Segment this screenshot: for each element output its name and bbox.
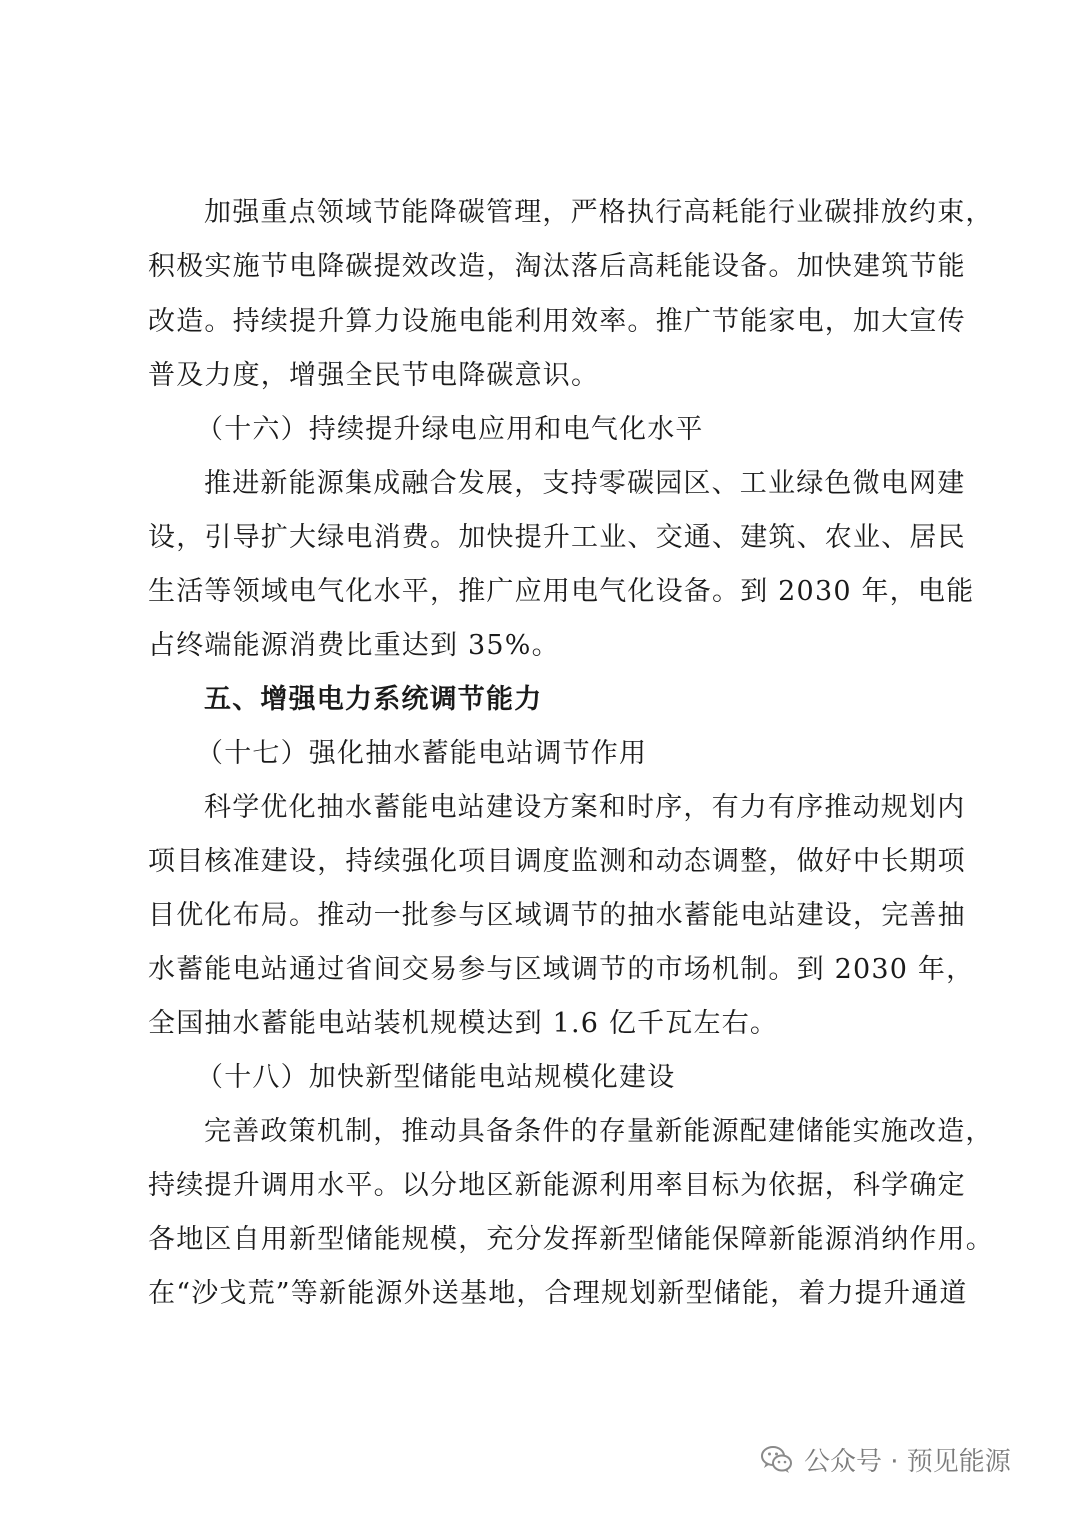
watermark-text: 公众号 · 预见能源 bbox=[804, 1446, 1011, 1477]
paragraph-line: 普及力度，增强全民节电降碳意识。 bbox=[148, 360, 600, 391]
paragraph-line: 目优化布局。推动一批参与区域调节的抽水蓄能电站建设，完善抽 bbox=[148, 900, 966, 931]
paragraph-line: 各地区自用新型储能规模，充分发挥新型储能保障新能源消纳作用。 bbox=[148, 1224, 994, 1255]
subsection-heading: （十六）持续提升绿电应用和电气化水平 bbox=[196, 414, 704, 445]
paragraph-line: 生活等领域电气化水平，推广应用电气化设备。到 2030 年，电能 bbox=[148, 576, 975, 607]
paragraph-line: 水蓄能电站通过省间交易参与区域调节的市场机制。到 2030 年， bbox=[148, 954, 975, 985]
paragraph-line: 项目核准建设，持续强化项目调度监测和动态调整，做好中长期项 bbox=[148, 846, 966, 877]
paragraph-line: 科学优化抽水蓄能电站建设方案和时序，有力有序推动规划内 bbox=[204, 792, 966, 823]
paragraph-line: 设，引导扩大绿电消费。加快提升工业、交通、建筑、农业、居民 bbox=[148, 522, 966, 553]
paragraph-line: 积极实施节电降碳提效改造，淘汰落后高耗能设备。加快建筑节能 bbox=[148, 251, 966, 282]
paragraph-line: 改造。持续提升算力设施电能利用效率。推广节能家电，加大宣传 bbox=[148, 306, 966, 337]
paragraph-line: 全国抽水蓄能电站装机规模达到 1.6 亿千瓦左右。 bbox=[148, 1008, 779, 1039]
subsection-heading: （十七）强化抽水蓄能电站调节作用 bbox=[196, 738, 648, 769]
paragraph-line: 完善政策机制，推动具备条件的存量新能源配建储能实施改造， bbox=[204, 1116, 994, 1147]
paragraph-line: 持续提升调用水平。以分地区新能源利用率目标为依据，科学确定 bbox=[148, 1170, 966, 1201]
paragraph-line: 加强重点领域节能降碳管理，严格执行高耗能行业碳排放约束， bbox=[204, 197, 994, 228]
section-heading: 五、增强电力系统调节能力 bbox=[204, 684, 543, 715]
paragraph-line: 占终端能源消费比重达到 35%。 bbox=[148, 630, 560, 661]
subsection-heading: （十八）加快新型储能电站规模化建设 bbox=[196, 1062, 676, 1093]
paragraph-line: 在“沙戈荒”等新能源外送基地，合理规划新型储能，着力提升通道 bbox=[148, 1278, 968, 1309]
wechat-icon bbox=[760, 1442, 794, 1476]
watermark bbox=[760, 1439, 1011, 1479]
paragraph-line: 推进新能源集成融合发展，支持零碳园区、工业绿色微电网建 bbox=[204, 468, 966, 499]
